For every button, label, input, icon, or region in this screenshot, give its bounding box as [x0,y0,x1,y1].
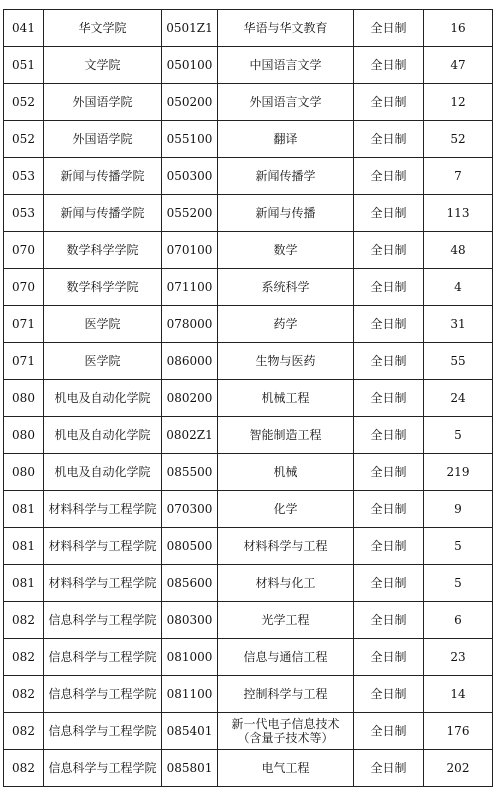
study-mode-cell: 全日制 [354,158,424,195]
college-code-cell: 082 [4,750,44,787]
enrollment-count-cell: 24 [424,380,493,417]
table-row [4,454,493,491]
study-mode-cell: 全日制 [354,676,424,713]
college-name-cell: 机电及自动化学院 [44,454,162,491]
enrollment-count-cell: 9 [424,491,493,528]
table-row [4,602,493,639]
college-name-cell: 文学院 [44,47,162,84]
study-mode-cell: 全日制 [354,713,424,750]
college-name-cell: 华文学院 [44,10,162,47]
enrollment-count-cell: 202 [424,750,493,787]
major-code-cell: 085401 [162,713,218,750]
table-row [4,750,493,787]
table-row [4,343,493,380]
major-name-cell: 材料科学与工程 [218,528,354,565]
major-code-cell: 081000 [162,639,218,676]
college-code-cell: 070 [4,269,44,306]
enrollment-count-cell: 31 [424,306,493,343]
college-code-cell: 052 [4,84,44,121]
major-code-cell: 0802Z1 [162,417,218,454]
college-name-cell: 信息科学与工程学院 [44,676,162,713]
college-name-cell: 信息科学与工程学院 [44,750,162,787]
college-name-cell: 医学院 [44,343,162,380]
college-code-cell: 053 [4,158,44,195]
study-mode-cell: 全日制 [354,565,424,602]
study-mode-cell: 全日制 [354,454,424,491]
college-code-cell: 071 [4,306,44,343]
college-name-cell: 新闻与传播学院 [44,195,162,232]
college-name-cell: 信息科学与工程学院 [44,713,162,750]
college-code-cell: 081 [4,528,44,565]
college-code-cell: 052 [4,121,44,158]
major-name-cell: 电气工程 [218,750,354,787]
major-name-cell: 新闻传播学 [218,158,354,195]
enrollment-count-cell: 47 [424,47,493,84]
table-row [4,528,493,565]
college-code-cell: 051 [4,47,44,84]
enrollment-count-cell: 176 [424,713,493,750]
study-mode-cell: 全日制 [354,528,424,565]
table-row [4,380,493,417]
study-mode-cell: 全日制 [354,380,424,417]
enrollment-count-cell: 5 [424,417,493,454]
enrollment-count-cell: 5 [424,565,493,602]
major-code-cell: 081100 [162,676,218,713]
college-code-cell: 071 [4,343,44,380]
enrollment-count-cell: 12 [424,84,493,121]
college-code-cell: 081 [4,565,44,602]
major-name-cell: 新一代电子信息技术（含量子技术等） [218,713,354,750]
major-name-cell: 生物与医药 [218,343,354,380]
table-row [4,306,493,343]
major-name-cell: 新闻与传播 [218,195,354,232]
college-name-cell: 数学科学学院 [44,269,162,306]
table-row [4,269,493,306]
enrollment-count-cell: 48 [424,232,493,269]
enrollment-count-cell: 52 [424,121,493,158]
major-name-cell: 数学 [218,232,354,269]
college-code-cell: 053 [4,195,44,232]
major-code-cell: 078000 [162,306,218,343]
enrollment-count-cell: 219 [424,454,493,491]
major-name-cell: 外国语言文学 [218,84,354,121]
major-name-cell: 化学 [218,491,354,528]
study-mode-cell: 全日制 [354,491,424,528]
table-row [4,158,493,195]
major-code-cell: 050100 [162,47,218,84]
table-row [4,121,493,158]
study-mode-cell: 全日制 [354,306,424,343]
major-code-cell: 050200 [162,84,218,121]
major-code-cell: 085801 [162,750,218,787]
table-row [4,232,493,269]
college-code-cell: 041 [4,10,44,47]
college-name-cell: 外国语学院 [44,121,162,158]
table-row [4,417,493,454]
major-code-cell: 080300 [162,602,218,639]
college-code-cell: 081 [4,491,44,528]
major-name-cell: 华语与华文教育 [218,10,354,47]
table-row [4,84,493,121]
major-name-cell: 中国语言文学 [218,47,354,84]
table-row [4,491,493,528]
study-mode-cell: 全日制 [354,750,424,787]
college-code-cell: 080 [4,380,44,417]
college-name-cell: 材料科学与工程学院 [44,528,162,565]
table-row [4,639,493,676]
enrollment-count-cell: 16 [424,10,493,47]
study-mode-cell: 全日制 [354,10,424,47]
major-name-cell: 控制科学与工程 [218,676,354,713]
study-mode-cell: 全日制 [354,269,424,306]
enrollment-count-cell: 113 [424,195,493,232]
table-row [4,195,493,232]
college-code-cell: 082 [4,676,44,713]
major-name-cell: 系统科学 [218,269,354,306]
study-mode-cell: 全日制 [354,47,424,84]
college-name-cell: 数学科学学院 [44,232,162,269]
table-body [4,10,493,787]
enrollment-count-cell: 55 [424,343,493,380]
table-row [4,10,493,47]
study-mode-cell: 全日制 [354,343,424,380]
enrollment-count-cell: 14 [424,676,493,713]
college-name-cell: 机电及自动化学院 [44,380,162,417]
major-code-cell: 080500 [162,528,218,565]
college-name-cell: 材料科学与工程学院 [44,565,162,602]
major-code-cell: 071100 [162,269,218,306]
college-code-cell: 082 [4,713,44,750]
enrollment-count-cell: 5 [424,528,493,565]
major-code-cell: 055200 [162,195,218,232]
major-name-cell: 智能制造工程 [218,417,354,454]
study-mode-cell: 全日制 [354,195,424,232]
major-code-cell: 050300 [162,158,218,195]
college-name-cell: 信息科学与工程学院 [44,602,162,639]
college-name-cell: 信息科学与工程学院 [44,639,162,676]
table-row [4,713,493,750]
major-name-cell: 机械 [218,454,354,491]
college-code-cell: 082 [4,602,44,639]
study-mode-cell: 全日制 [354,84,424,121]
major-name-cell: 信息与通信工程 [218,639,354,676]
major-name-cell: 翻译 [218,121,354,158]
college-code-cell: 082 [4,639,44,676]
major-name-cell: 药学 [218,306,354,343]
major-code-cell: 055100 [162,121,218,158]
major-code-cell: 080200 [162,380,218,417]
major-code-cell: 070100 [162,232,218,269]
college-code-cell: 080 [4,454,44,491]
college-name-cell: 外国语学院 [44,84,162,121]
enrollment-table [3,9,493,787]
college-name-cell: 材料科学与工程学院 [44,491,162,528]
table-row [4,676,493,713]
study-mode-cell: 全日制 [354,602,424,639]
college-code-cell: 070 [4,232,44,269]
major-code-cell: 085600 [162,565,218,602]
college-name-cell: 医学院 [44,306,162,343]
table-row [4,565,493,602]
major-code-cell: 0501Z1 [162,10,218,47]
table-row [4,47,493,84]
college-name-cell: 机电及自动化学院 [44,417,162,454]
study-mode-cell: 全日制 [354,121,424,158]
study-mode-cell: 全日制 [354,232,424,269]
enrollment-count-cell: 23 [424,639,493,676]
major-name-cell: 材料与化工 [218,565,354,602]
college-name-cell: 新闻与传播学院 [44,158,162,195]
enrollment-count-cell: 7 [424,158,493,195]
major-code-cell: 086000 [162,343,218,380]
enrollment-count-cell: 6 [424,602,493,639]
major-code-cell: 070300 [162,491,218,528]
major-name-cell: 光学工程 [218,602,354,639]
college-code-cell: 080 [4,417,44,454]
enrollment-count-cell: 4 [424,269,493,306]
study-mode-cell: 全日制 [354,639,424,676]
major-name-cell: 机械工程 [218,380,354,417]
study-mode-cell: 全日制 [354,417,424,454]
major-code-cell: 085500 [162,454,218,491]
